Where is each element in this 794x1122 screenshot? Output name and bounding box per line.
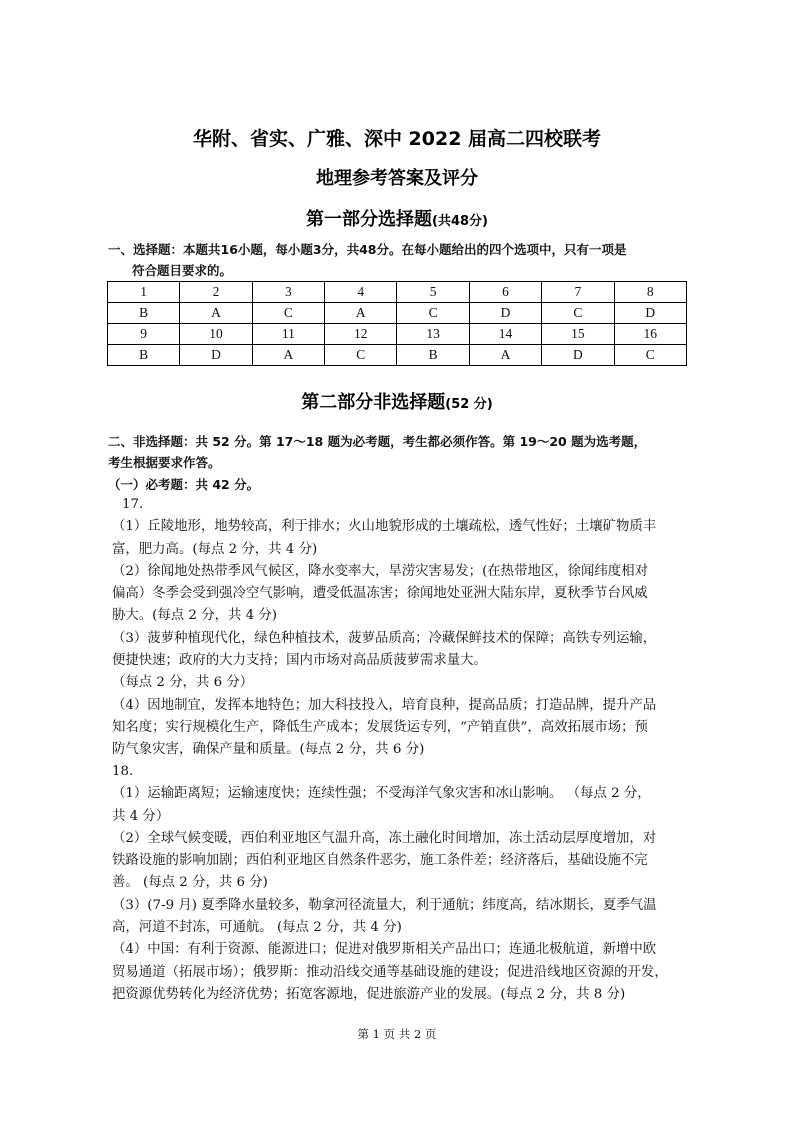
section2-line1: 二、非选择题：共 52 分。第 17～18 题为必考题，考生都必须作答。第 19～20 题为选考题， bbox=[108, 434, 647, 449]
answer-table-row bbox=[108, 345, 687, 366]
answer-line: （1）运输距离短；运输速度快；连续性强；不受海洋气象灾害和冰山影响。 （每点 2 分， bbox=[112, 786, 651, 802]
answer-table-cell: 13 bbox=[397, 324, 469, 345]
section2-instructions bbox=[108, 431, 698, 473]
answer-line: （1）丘陵地形，地势较高，利于排水；火山地貌形成的土壤疏松，透气性好；土壤矿物质丰 bbox=[112, 519, 657, 535]
section1-instructions bbox=[108, 239, 698, 281]
question-17-answers bbox=[112, 494, 692, 762]
answer-table-cell: A bbox=[180, 303, 252, 324]
answer-table-cell: D bbox=[614, 303, 686, 324]
answer-table-cell: 16 bbox=[614, 324, 686, 345]
answer-line: （2）全球气候变暖，西伯利亚地区气温升高，冻土融化时间增加，冻土活动层厚度增加，对 bbox=[112, 830, 657, 846]
answer-table-row bbox=[108, 303, 687, 324]
answer-line: 便捷快速；政府的大力支持；国内市场对高品质菠萝需求量大。 bbox=[112, 653, 487, 669]
answer-table-cell: C bbox=[542, 303, 614, 324]
answer-table-cell: 7 bbox=[542, 282, 614, 303]
answer-table-cell: D bbox=[542, 345, 614, 366]
answer-line: （3）(7-9 月) 夏季降水量较多，勒拿河径流量大，利于通航；纬度高，结冰期长，夏季气温 bbox=[112, 897, 657, 913]
exam-subtitle: 地理参考答案及评分 bbox=[316, 168, 478, 189]
answer-line: （4）中国：有利于资源、能源进口；促进对俄罗斯相关产品出口；连通北极航道，新增中欧 bbox=[112, 942, 657, 958]
answer-line: 铁路设施的影响加剧；西伯利亚地区自然条件恶劣，施工条件差；经济落后，基础设施不完 bbox=[112, 853, 648, 869]
answer-table-cell: D bbox=[180, 345, 252, 366]
answer-table-row bbox=[108, 282, 687, 303]
answer-line: 共 4 分） bbox=[112, 808, 170, 824]
answer-table-cell: 10 bbox=[180, 324, 252, 345]
answer-line: 知名度；实行规模化生产，降低生产成本；发展货运专列，“产销直供”，高效拓展市场；预 bbox=[112, 719, 648, 735]
answer-table-cell: 15 bbox=[542, 324, 614, 345]
answer-table-cell: B bbox=[397, 345, 469, 366]
part2-title: 第二部分非选择题 bbox=[301, 392, 446, 413]
answer-line: 善。 (每点 2 分，共 6 分) bbox=[112, 875, 268, 891]
answer-table-cell: C bbox=[252, 303, 324, 324]
answer-table-cell: 1 bbox=[108, 282, 180, 303]
answer-table-cell: 8 bbox=[614, 282, 686, 303]
answer-table-cell: A bbox=[252, 345, 324, 366]
question-17-lines bbox=[112, 516, 692, 761]
answer-line: （每点 2 分，共 6 分） bbox=[112, 675, 254, 691]
answer-table-cell: B bbox=[108, 303, 180, 324]
question-18-lines bbox=[112, 783, 692, 1006]
answer-table bbox=[107, 281, 687, 366]
question-17-number: 17. bbox=[122, 497, 144, 512]
answer-line: 高，河道不封冻，可通航。 (每点 2 分，共 4 分) bbox=[112, 920, 402, 936]
exam-title: 华附、省实、广雅、深中 2022 届高二四校联考 bbox=[192, 128, 602, 150]
answer-line: 胁大。(每点 2 分，共 4 分) bbox=[112, 608, 278, 624]
answer-table-cell: 14 bbox=[469, 324, 541, 345]
answer-table-cell: 2 bbox=[180, 282, 252, 303]
question-18-answers bbox=[112, 761, 692, 1006]
answer-table-cell: 5 bbox=[397, 282, 469, 303]
question-18-number: 18. bbox=[112, 764, 134, 779]
answer-line: 富，肥力高。(每点 2 分，共 4 分) bbox=[112, 541, 318, 557]
answer-table-cell: C bbox=[325, 345, 397, 366]
part2-heading bbox=[0, 388, 794, 414]
answer-table-cell: B bbox=[108, 345, 180, 366]
answer-table-cell: 6 bbox=[469, 282, 541, 303]
answer-line: 贸易通道（拓展市场）；俄罗斯：推动沿线交通等基础设施的建设；促进沿线地区资源的开发， bbox=[112, 964, 668, 980]
section1-line2: 符合题目要求的。 bbox=[132, 263, 233, 278]
answer-table-cell: 12 bbox=[325, 324, 397, 345]
section2-subheading: （一）必考题：共 42 分。 bbox=[108, 477, 260, 492]
answer-table-cell: C bbox=[397, 303, 469, 324]
answer-table-cell: 9 bbox=[108, 324, 180, 345]
answer-table-cell: 11 bbox=[252, 324, 324, 345]
answer-table-row bbox=[108, 324, 687, 345]
part1-note: (共48分) bbox=[432, 214, 488, 229]
page-footer: 第 1 页 共 2 页 bbox=[357, 1027, 437, 1041]
answer-line: 把资源优势转化为经济优势；拓宽客源地，促进旅游产业的发展。(每点 2 分，共 8 分) bbox=[112, 986, 626, 1002]
answer-line: （3）菠萝种植现代化，绿色种植技术，菠萝品质高；冷藏保鲜技术的保障；高铁专列运输， bbox=[112, 630, 657, 646]
part1-title: 第一部分选择题 bbox=[306, 209, 432, 230]
answer-line: （2）徐闻地处热带季风气候区，降水变率大，旱涝灾害易发；(在热带地区，徐闻纬度相对 bbox=[112, 563, 648, 579]
answer-table-cell: D bbox=[469, 303, 541, 324]
section2-line2: 考生根据要求作答。 bbox=[108, 455, 221, 470]
part1-heading bbox=[0, 205, 794, 231]
answer-line: 偏高）冬季会受到强冷空气影响，遭受低温冻害；徐闻地处亚洲大陆东岸，夏秋季节台风威 bbox=[112, 586, 648, 602]
answer-line: （4）因地制宜，发挥本地特色；加大科技投入，培育良种，提高品质；打造品牌，提升产品 bbox=[112, 697, 657, 713]
answer-table-cell: C bbox=[614, 345, 686, 366]
section1-line1: 一、选择题：本题共16小题，每小题3分，共48分。在每小题给出的四个选项中，只有一项是 bbox=[108, 242, 627, 257]
answer-table-cell: A bbox=[325, 303, 397, 324]
answer-line: 防气象灾害，确保产量和质量。(每点 2 分，共 6 分) bbox=[112, 742, 425, 758]
answer-table-cell: 4 bbox=[325, 282, 397, 303]
answer-table-cell: A bbox=[469, 345, 541, 366]
answer-table-cell: 3 bbox=[252, 282, 324, 303]
part2-note: (52 分) bbox=[445, 397, 493, 412]
